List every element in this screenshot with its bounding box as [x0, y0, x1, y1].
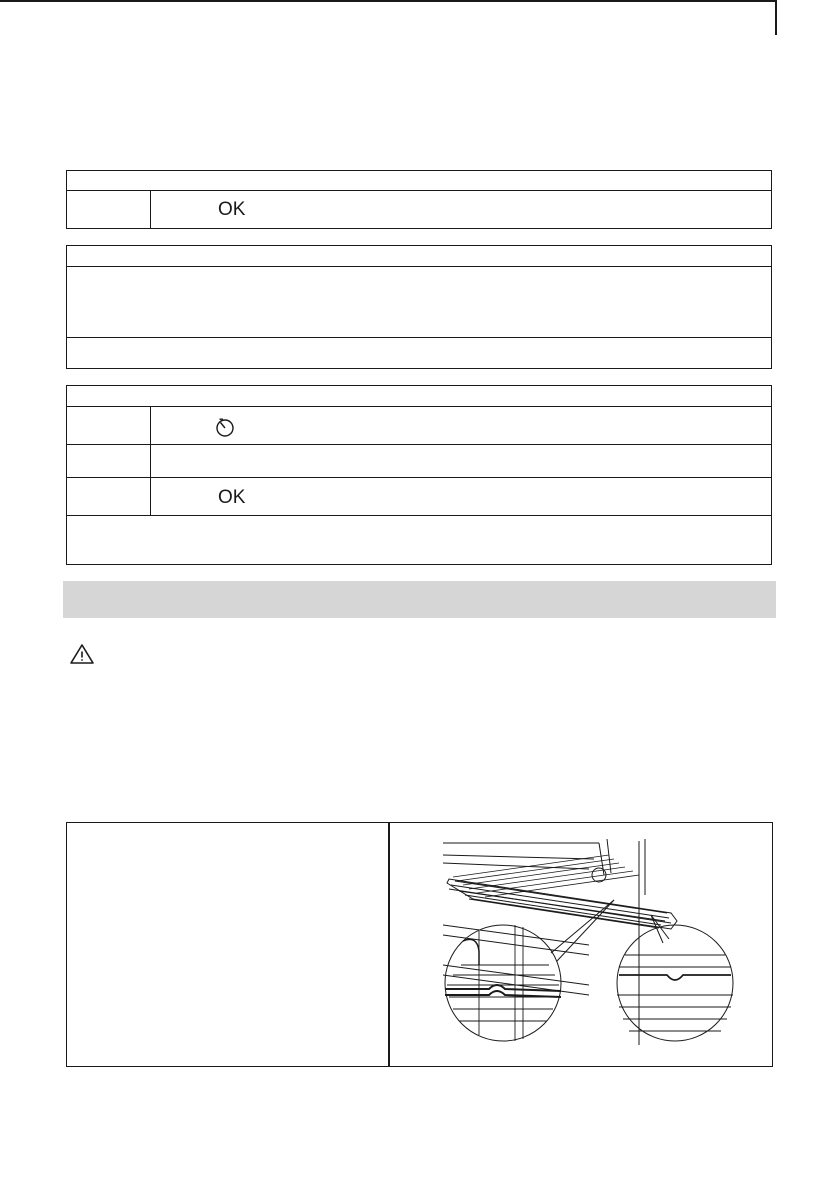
timer-icon	[214, 416, 236, 438]
table-row	[67, 444, 771, 477]
warning-triangle-icon	[69, 643, 95, 665]
table-header-row	[67, 171, 771, 191]
table-row	[67, 477, 771, 515]
crop-mark	[0, 0, 777, 35]
section-title-band	[63, 581, 776, 618]
oven-shelf-illustration	[439, 835, 739, 1057]
step-cell	[67, 407, 151, 444]
table-row	[67, 267, 771, 337]
table-row	[67, 407, 771, 444]
step-cell	[67, 445, 151, 477]
figure-divider	[388, 823, 390, 1066]
step-cell	[67, 191, 151, 228]
table-row	[67, 337, 771, 368]
ok-symbol: OK	[218, 199, 246, 220]
table-timer-steps	[66, 385, 772, 565]
table-row	[67, 191, 771, 228]
table-note-row	[67, 515, 771, 564]
table-header-row	[67, 246, 771, 267]
table-ok-step	[66, 170, 772, 229]
ok-symbol: OK	[218, 487, 246, 508]
step-cell	[67, 478, 151, 515]
table-header-row	[67, 386, 771, 407]
table-info	[66, 245, 772, 369]
figure-box	[66, 822, 773, 1067]
